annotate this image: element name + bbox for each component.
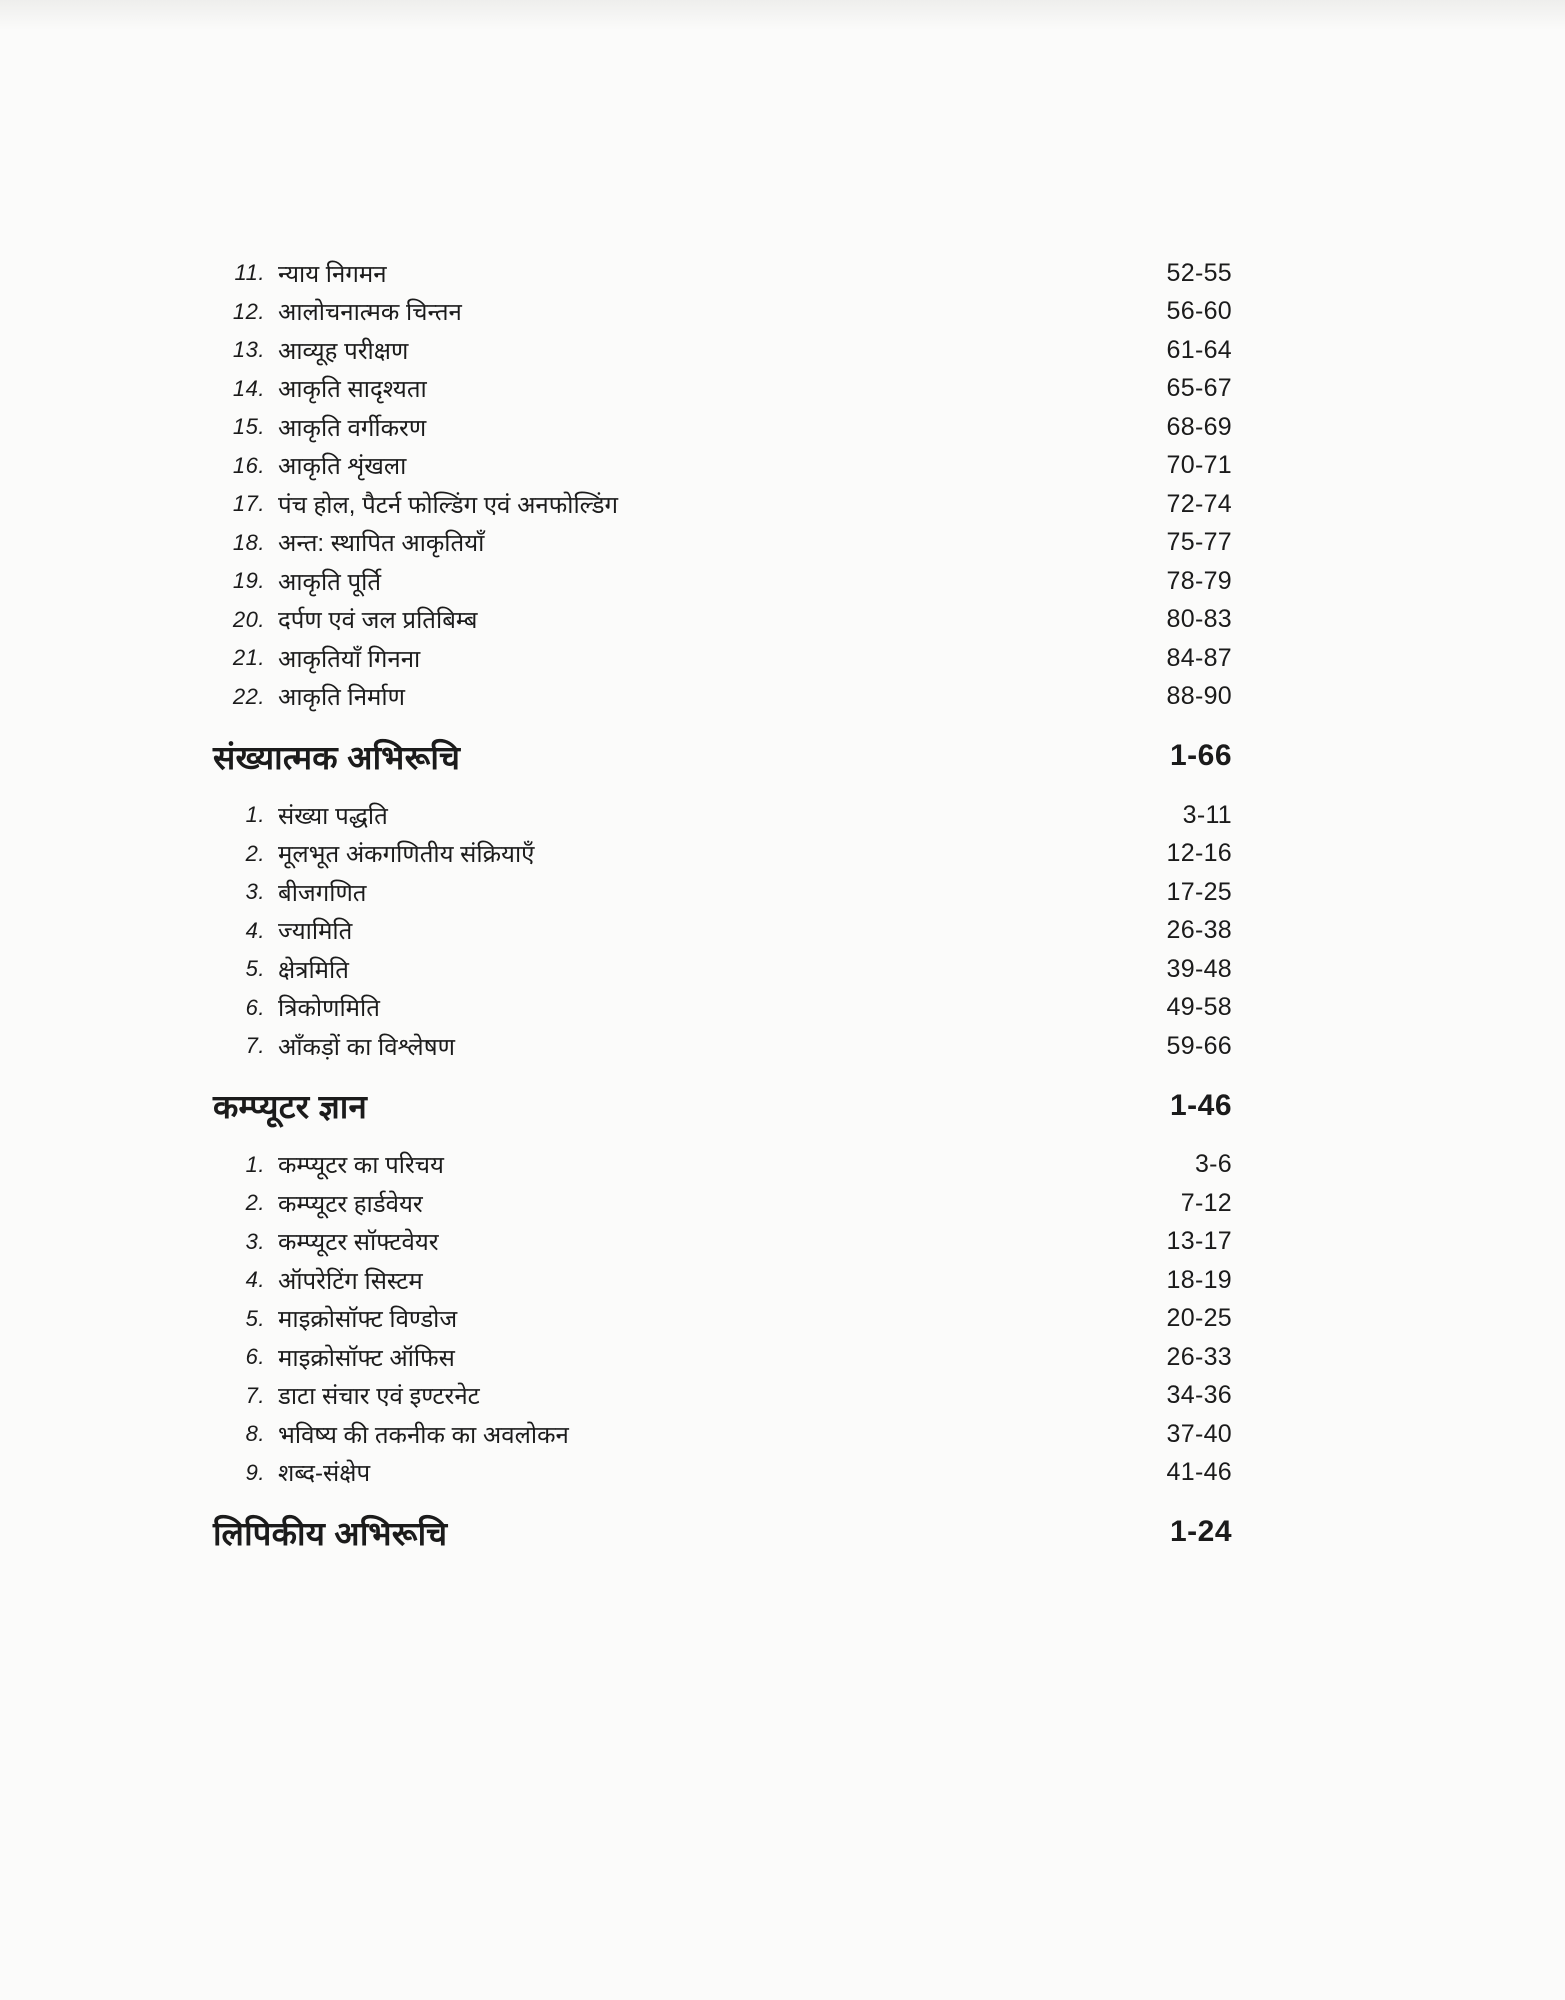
toc-entry-pages: 20-25: [1166, 1304, 1232, 1333]
toc-entry-number: 9.: [245, 1459, 265, 1485]
toc-entry: [213, 1338, 1232, 1377]
toc-entry: [213, 639, 1232, 678]
toc-entry-label: आव्यूह परीक्षण: [278, 337, 409, 365]
toc-entry-pages: 41-46: [1166, 1458, 1232, 1487]
toc-entry-number: 2.: [245, 840, 265, 866]
toc-entry: [213, 873, 1232, 912]
toc-entry-label: अन्त: स्थापित आकृतियाँ: [278, 530, 485, 558]
toc-entry-pages: 3-11: [1182, 800, 1232, 829]
toc-entry-number: 11.: [234, 260, 265, 286]
toc-entry: [213, 678, 1232, 717]
toc-entry-label: ज्यामिति: [278, 918, 353, 946]
toc-entry-label: आकृति वर्गीकरण: [278, 414, 427, 442]
toc-entry-number: 18.: [232, 529, 265, 555]
toc-entry-label: माइक्रोसॉफ्ट ऑफिस: [278, 1344, 455, 1372]
toc-entry-number: 12.: [232, 298, 265, 324]
toc-entry: [213, 370, 1232, 409]
section-heading: [213, 730, 1232, 782]
toc-entry-number: 4.: [245, 1267, 265, 1293]
toc-entry-label: आलोचनात्मक चिन्तन: [278, 299, 462, 327]
toc-entry-label: त्रिकोणमिति: [278, 995, 380, 1023]
toc-entry-label: मूलभूत अंकगणितीय संक्रियाएँ: [278, 841, 535, 869]
toc-entry-number: 7.: [245, 1033, 265, 1059]
toc-entry-pages: 61-64: [1166, 335, 1232, 364]
toc-entry-pages: 7-12: [1180, 1188, 1232, 1217]
toc-entry: [213, 601, 1232, 640]
toc-entry: [213, 1415, 1232, 1454]
section-heading-pages: 1-66: [1169, 739, 1232, 772]
toc-entry-number: 4.: [245, 917, 265, 943]
toc-entry-number: 3.: [245, 879, 265, 905]
toc-entry-label: भविष्य की तकनीक का अवलोकन: [278, 1421, 569, 1449]
toc-entry-label: दर्पण एवं जल प्रतिबिम्ब: [278, 607, 478, 635]
toc-entry-number: 15.: [232, 414, 265, 440]
toc-entry-pages: 72-74: [1166, 489, 1232, 518]
toc-entry-number: 6.: [245, 994, 265, 1020]
table-of-contents: [213, 254, 1232, 1572]
toc-entry-label: शब्द-संक्षेप: [278, 1460, 371, 1488]
section-heading: [213, 1506, 1232, 1558]
toc-entry-pages: 18-19: [1166, 1265, 1232, 1294]
toc-entry-pages: 68-69: [1166, 412, 1232, 441]
toc-entry-number: 14.: [232, 375, 265, 401]
toc-entry-pages: 75-77: [1166, 528, 1232, 557]
toc-entry-label: पंच होल, पैटर्न फोल्डिंग एवं अनफोल्डिंग: [278, 491, 619, 519]
toc-entry: [213, 1454, 1232, 1493]
toc-entry: [213, 796, 1232, 835]
toc-entry: [213, 331, 1232, 370]
toc-entry: [213, 835, 1232, 874]
toc-entry: [213, 1184, 1232, 1223]
toc-entry-label: आकृति शृंखला: [278, 453, 407, 481]
toc-entry-label: न्याय निगमन: [278, 260, 387, 288]
section-heading-label: लिपिकीय अभिरूचि: [213, 1514, 448, 1552]
toc-entry-label: आँकड़ों का विश्लेषण: [278, 1033, 455, 1061]
toc-entry-number: 7.: [245, 1382, 265, 1408]
toc-entry-number: 5.: [245, 956, 265, 982]
toc-entry-pages: 52-55: [1166, 258, 1232, 287]
toc-entry-label: संख्या पद्धति: [278, 802, 388, 830]
toc-entry-pages: 3-6: [1194, 1150, 1232, 1179]
toc-entry-number: 5.: [245, 1305, 265, 1331]
toc-entry-pages: 88-90: [1166, 682, 1232, 711]
toc-entry-pages: 70-71: [1166, 451, 1232, 480]
toc-entry-pages: 56-60: [1166, 297, 1232, 326]
section-heading-pages: 1-24: [1169, 1515, 1232, 1548]
toc-entry-number: 6.: [245, 1344, 265, 1370]
toc-entry-number: 20.: [232, 606, 265, 632]
toc-entry-pages: 17-25: [1166, 877, 1232, 906]
toc-entry: [213, 293, 1232, 332]
section-heading-pages: 1-46: [1169, 1088, 1232, 1122]
toc-entry: [213, 408, 1232, 447]
toc-entry: [213, 1146, 1232, 1185]
toc-entry: [213, 1027, 1232, 1066]
toc-entry-number: 19.: [232, 568, 265, 594]
toc-entry-label: आकृति निर्माण: [278, 684, 405, 712]
toc-entry: [213, 254, 1232, 293]
toc-entry-pages: 26-33: [1166, 1342, 1232, 1371]
toc-entry-label: कम्प्यूटर का परिचय: [278, 1152, 444, 1180]
toc-entry-number: 16.: [232, 452, 265, 478]
section-heading-label: कम्प्यूटर ज्ञान: [213, 1088, 368, 1125]
toc-entry-pages: 13-17: [1166, 1227, 1232, 1256]
toc-entry: [213, 1377, 1232, 1416]
section-heading: [213, 1080, 1232, 1132]
toc-entry-pages: 26-38: [1166, 916, 1232, 945]
section-heading-label: संख्यात्मक अभिरूचि: [213, 738, 461, 776]
toc-entry-number: 2.: [245, 1190, 265, 1216]
toc-entry-label: आकृति पूर्ति: [278, 568, 382, 596]
toc-entry-number: 1.: [245, 1151, 265, 1177]
toc-entry: [213, 485, 1232, 524]
toc-entry-number: 13.: [232, 337, 265, 363]
toc-entry: [213, 562, 1232, 601]
toc-entry: [213, 950, 1232, 989]
toc-entry-pages: 65-67: [1166, 374, 1232, 403]
toc-entry-label: क्षेत्रमिति: [278, 956, 349, 984]
toc-entry-pages: 59-66: [1166, 1031, 1232, 1060]
toc-entry-pages: 12-16: [1166, 839, 1232, 868]
toc-entry-number: 17.: [232, 491, 265, 517]
toc-entry-label: ऑपरेटिंग सिस्टम: [278, 1267, 423, 1295]
toc-entry-label: आकृति सादृश्यता: [278, 376, 427, 404]
toc-entry-label: बीजगणित: [278, 879, 367, 907]
toc-entry: [213, 1300, 1232, 1339]
toc-entry: [213, 1223, 1232, 1262]
toc-entry-number: 21.: [232, 645, 265, 671]
toc-entry-label: कम्प्यूटर सॉफ्टवेयर: [278, 1229, 439, 1257]
toc-entry-pages: 84-87: [1166, 643, 1232, 672]
toc-entry: [213, 912, 1232, 951]
toc-entry-pages: 39-48: [1166, 954, 1232, 983]
toc-entry-number: 3.: [245, 1228, 265, 1254]
toc-entry-label: माइक्रोसॉफ्ट विण्डोज: [278, 1306, 458, 1334]
toc-entry: [213, 1261, 1232, 1300]
toc-entry-label: कम्प्यूटर हार्डवेयर: [278, 1190, 423, 1218]
toc-entry-number: 1.: [245, 802, 265, 828]
toc-entry-number: 22.: [232, 683, 265, 709]
toc-entry-label: आकृतियाँ गिनना: [278, 645, 421, 673]
toc-entry: [213, 989, 1232, 1028]
toc-entry-pages: 49-58: [1166, 993, 1232, 1022]
toc-entry-pages: 78-79: [1166, 566, 1232, 595]
toc-entry-pages: 37-40: [1166, 1419, 1232, 1448]
toc-entry-pages: 34-36: [1166, 1381, 1232, 1410]
toc-entry-label: डाटा संचार एवं इण्टरनेट: [278, 1383, 480, 1411]
toc-entry: [213, 524, 1232, 563]
toc-entry-pages: 80-83: [1166, 605, 1232, 634]
toc-entry: [213, 447, 1232, 486]
toc-entry-number: 8.: [245, 1421, 265, 1447]
